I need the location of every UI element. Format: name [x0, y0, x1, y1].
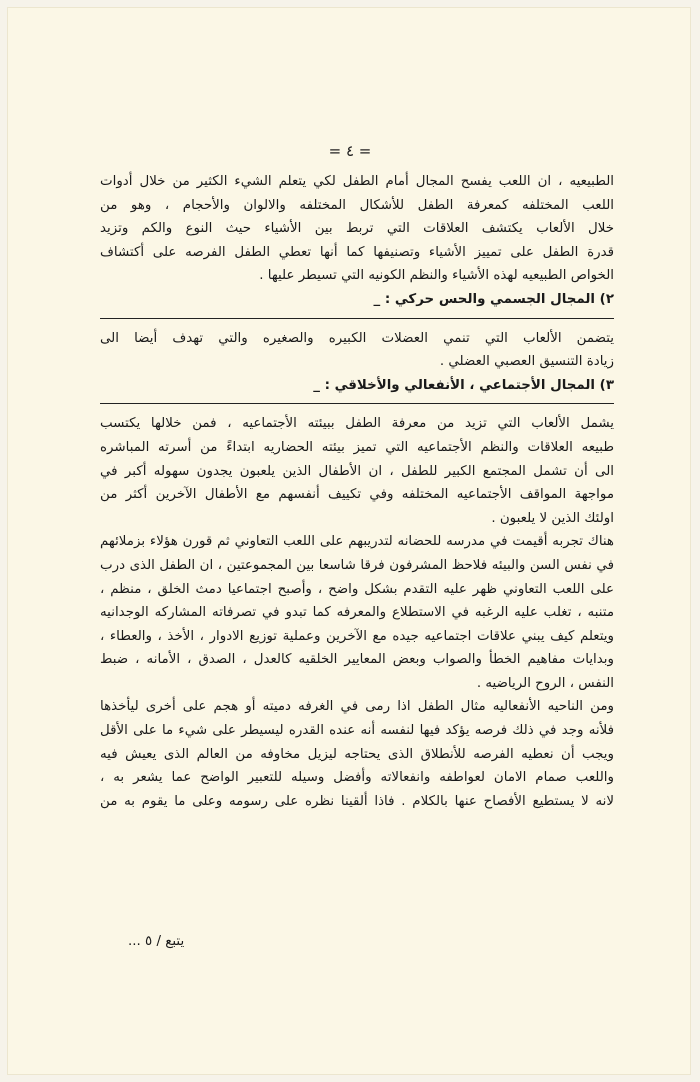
document-body [100, 170, 614, 813]
section-heading-physical: ٢) المجال الجسمي والحس حركي : _ [373, 291, 614, 307]
text-line: واللعب صمام الامان لعواطفه وانفعالاته وأفضل وسيله للتعبير الواضح عما يشعر به ، [100, 770, 614, 786]
section-rule [100, 403, 614, 404]
paragraph-2 [100, 327, 614, 374]
text-line: زيادة التنسيق العصبي العضلي . [439, 354, 614, 370]
paragraph-1 [100, 170, 614, 288]
continued-note: يتبع / ٥ ... [128, 934, 185, 949]
text-line: لانه لا يستطيع الأفصاح عنها بالكلام . فاذا ألقينا نظره على رسومه وعلى ما يقوم به من [100, 793, 614, 809]
text-line: ومن الناحيه الأنفعاليه مثال الطفل اذا رمى في الغرفه دميته أو هجم على أخرى ليأخذها [100, 699, 614, 715]
section-rule [100, 318, 614, 319]
text-line: النفس ، الروح الرياضيه . [476, 675, 614, 691]
text-line: يشمل الألعاب التي تزيد من معرفة الطفل ببيئته الأجتماعيه ، فمن خلالها يكتسب [100, 416, 614, 432]
text-line: يتضمن الألعاب التي تنمي العضلات الكبيره والصغيره والتي تهدف أيضا الى [100, 330, 614, 346]
text-line: فلأنه وجد في ذلك فرصه يؤكد فيها لنفسه أنه عنده القدره ليسيطر على شيء ما على الأقل [100, 723, 614, 739]
text-line: في نفس السن والبيئه فلاحظ المشرفون فرقا شاسعا بين المجموعتين ، ان الطفل الذى درب [100, 557, 614, 573]
text-line: اولئك الذين لا يلعبون . [491, 510, 614, 526]
paragraph-5 [100, 695, 614, 813]
text-line: خلال الألعاب يكتشف العلاقات التي تربط بين الأشياء حيث النوع والكم وتزيد [100, 221, 614, 237]
text-line: طبيعه العلاقات والنظم الأجتماعيه التي تميز بيئته الحضاريه ابتداءً من أسرته المباشره [100, 439, 614, 455]
text-line: الى أن تشمل المجتمع الكبير للطفل ، ان الأطفال الذين يلعبون يجدون سهوله أكبر في [100, 463, 614, 479]
text-line: الخواص الطبيعيه لهذه الأشياء والنظم الكونيه التي تسيطر عليها . [259, 268, 614, 284]
text-line: اللعب المختلفه كمعرفة الطفل للأشكال المختلفه والالوان والأحجام ، وهو من [100, 197, 614, 213]
text-line: متنبه ، تغلب عليه الرغبه في الاستطلاع والمعرفه كما تبدو في تصرفاته المشاركه الوجدانيه [100, 605, 614, 621]
paragraph-3 [100, 412, 614, 530]
text-line: الطبيعيه ، ان اللعب يفسح المجال أمام الطفل لكي يتعلم الشيء الكثير من خلال أدوات [100, 174, 614, 189]
text-line: على اللعب التعاوني ظهر عليه التقدم بشكل واضح ، وأصبح اجتماعيا دمث الخلق ، منظم ، [100, 581, 614, 597]
text-line: وبدايات مفاهيم الخطأ والصواب وبعض المعايير الخلقيه كالعدل ، الصدق ، الأمانه ، ضبط [100, 652, 614, 668]
section-heading-social: ٣) المجال الأجتماعي ، الأنفعالي والأخلاقي : _ [313, 377, 614, 393]
text-line: قدرة الطفل على تمييز الأشياء وتصنيفها كما أنها تعطي الطفل الفرصه على أكتشاف [100, 244, 614, 260]
text-line: هناك تجربه أقيمت في مدرسه للحضانه لتدريبهم على اللعب التعاوني ثم قورن هؤلاء بزملائهم [100, 534, 614, 550]
page-number: = ٤ = [328, 142, 372, 160]
text-line: ويجب أن نعطيه الفرصه للأنطلاق الذى يحتاجه ليزيل مخاوفه من العالم الذى يعيش فيه [100, 746, 614, 762]
text-line: مواجهة المواقف الأجتماعيه المختلفه وفي تكييف أنفسهم مع الأطفال الآخرين أكثر من [100, 487, 614, 503]
paragraph-4 [100, 530, 614, 695]
text-line: ويتعلم كيف يبني علاقات اجتماعيه جيده مع الآخرين وعملية توزيع الادوار ، الأخذ ، والعطاء ، [100, 628, 614, 644]
